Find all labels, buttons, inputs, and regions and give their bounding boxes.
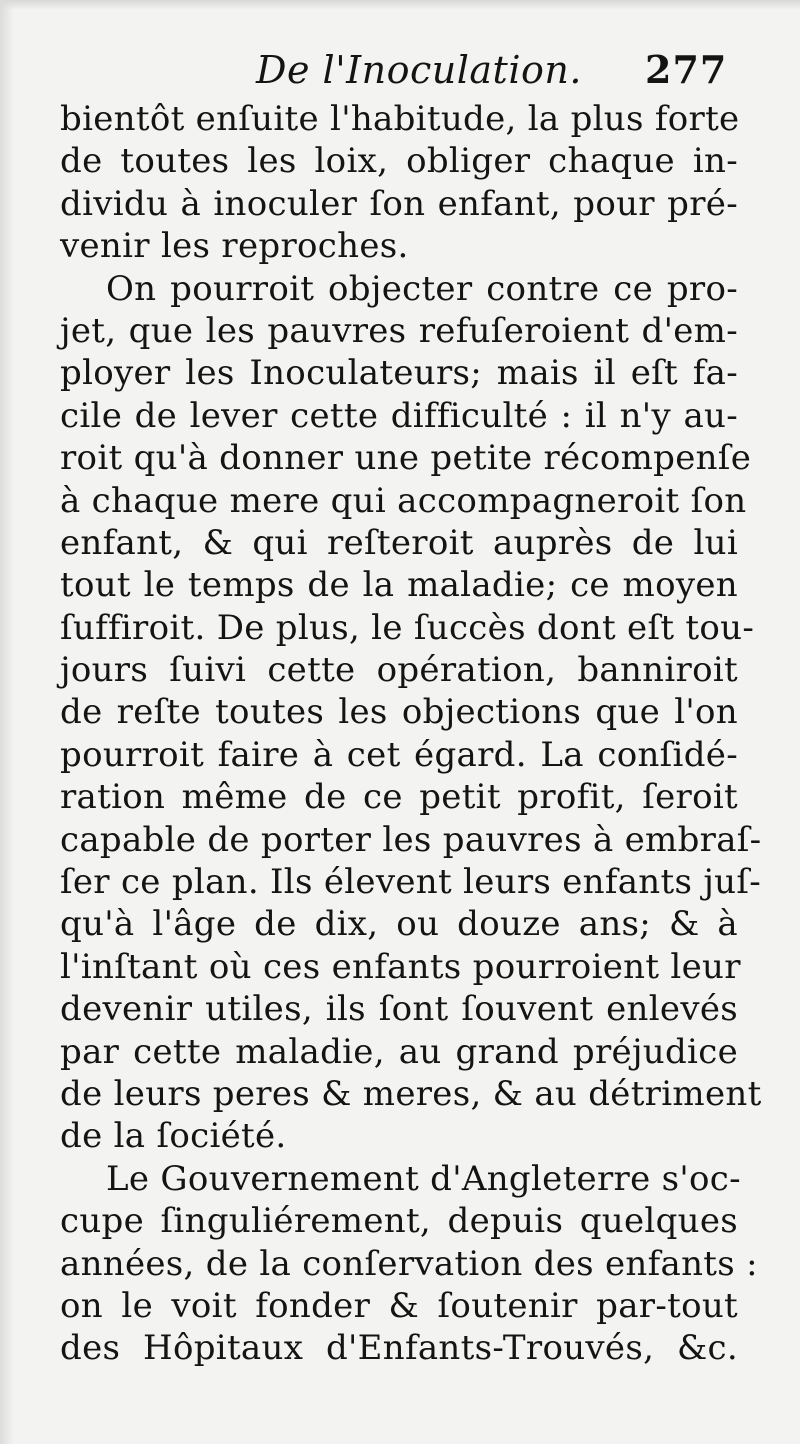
text-line: cile de lever cette difficulté : il n'y au- — [60, 395, 738, 436]
text-line: capable de porter les pauvres à embraſ- — [60, 819, 762, 860]
text-line: à chaque mere qui accompagneroit ſon — [60, 480, 747, 521]
text-line: pourroit faire à cet égard. La conſidé- — [60, 734, 738, 775]
text-line: des Hôpitaux d'Enfants-Trouvés, &c. — [60, 1328, 738, 1369]
page-edge-shadow-top — [0, 0, 800, 10]
text-line: de leurs peres & meres, & au détriment — [60, 1073, 762, 1114]
text-line: jours ſuivi cette opération, banniroit — [60, 650, 738, 691]
text-line: l'inſtant où ces enfants pourroient leur — [60, 946, 741, 987]
paragraph-3 — [60, 1158, 758, 1370]
text-line: de la ſociété. — [60, 1116, 287, 1157]
running-title: De l'Inoculation. — [256, 48, 582, 92]
text-line: venir les reproches. — [60, 226, 409, 267]
text-line: qu'à l'âge de dix, ou douze ans; & à — [60, 904, 738, 945]
text-line: de reſte toutes les objections que l'on — [60, 692, 738, 733]
text-line: ſuffiroit. De plus, le ſuccès dont eſt tou- — [60, 607, 755, 648]
text-line: On pourroit objecter contre ce pro- — [106, 268, 738, 309]
text-line: enfant, & qui reſteroit auprès de lui — [60, 522, 738, 563]
page-edge-shadow-left — [0, 0, 14, 1444]
text-line: par cette maladie, au grand préjudice — [60, 1031, 738, 1072]
text-line: ployer les Inoculateurs; mais il eſt fa- — [60, 353, 738, 394]
text-line: Le Gouvernement d'Angleterre s'oc- — [106, 1158, 741, 1199]
text-line: ſer ce plan. Ils élevent leurs enfants juſ- — [60, 862, 762, 903]
text-line: devenir utiles, ils ſont ſouvent enlevés — [60, 989, 738, 1030]
text-line: on le voit fonder & ſoutenir par-tout — [60, 1285, 738, 1326]
paragraph-2 — [60, 268, 762, 1158]
text-line: cupe ſinguliérement, depuis quelques — [60, 1201, 738, 1242]
text-line: années, de la conſervation des enfants : — [60, 1243, 758, 1284]
body-text — [60, 98, 762, 1370]
page-header — [0, 42, 800, 98]
paragraph-1 — [60, 98, 738, 268]
text-line: tout le temps de la maladie; ce moyen — [60, 565, 738, 606]
text-line: roit qu'à donner une petite récompenſe — [60, 438, 752, 479]
text-line: dividu à inoculer ſon enfant, pour pré- — [60, 183, 738, 224]
text-line: de toutes les loix, obliger chaque in- — [60, 141, 738, 182]
text-line: jet, que les pauvres refuſeroient d'em- — [60, 310, 738, 351]
text-line: bientôt enſuite l'habitude, la plus forte — [60, 99, 740, 139]
page-number: 277 — [645, 47, 728, 92]
text-line: ration même de ce petit profit, ſeroit — [60, 777, 738, 818]
